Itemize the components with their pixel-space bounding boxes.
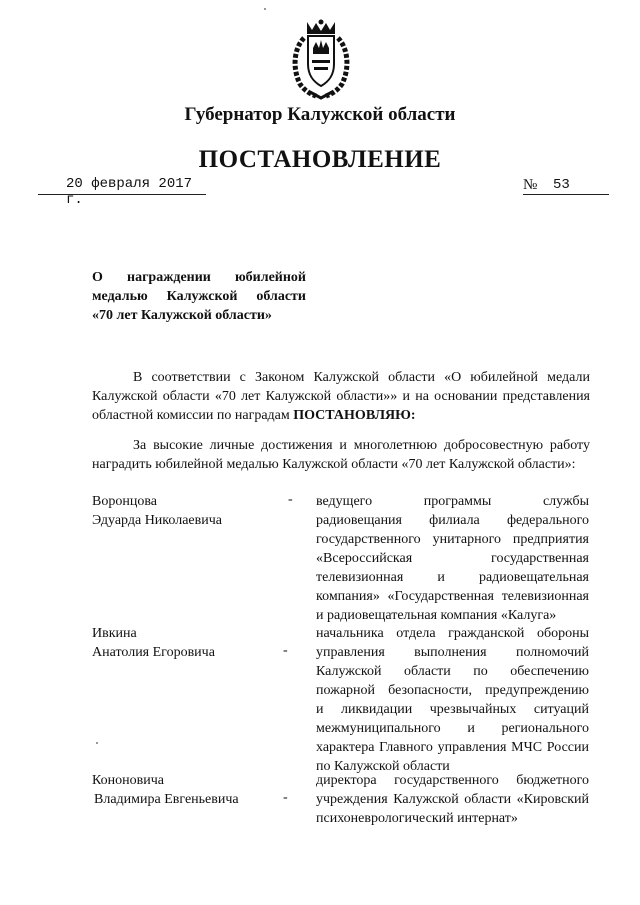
- preamble-line: В соответствии с Законом Калужской области «О юбилейной медали: [133, 370, 590, 385]
- scan-speck: [264, 8, 266, 10]
- awardee-surname: Воронцова: [92, 494, 157, 509]
- position-line: государственного унитарного предприятия: [316, 532, 589, 547]
- award-intro-line: наградить юбилейной медалью Калужской области «70 лет Калужской области»:: [92, 457, 576, 472]
- position-line: учреждения Калужской области «Кировский: [316, 792, 589, 807]
- awardee-surname: Ивкина: [92, 626, 137, 641]
- awardee-surname: Кононовича: [92, 773, 164, 788]
- number-sign: №: [523, 177, 538, 193]
- document-subject: [92, 268, 306, 325]
- awardee-given-names: Эдуарда Николаевича: [92, 513, 222, 528]
- document-number: 53: [553, 177, 570, 193]
- position-line: и ликвидации чрезвычайных ситуаций: [316, 702, 589, 717]
- separator-dash: -: [283, 790, 288, 805]
- preamble-line: Калужской области «70 лет Калужской области»» и на основании представления: [92, 389, 590, 404]
- position-line: радиовещания филиала федерального: [316, 513, 589, 528]
- position-line: по Калужской области: [316, 759, 450, 774]
- awardee-position: [316, 624, 589, 776]
- separator-dash: -: [288, 492, 293, 507]
- award-intro-paragraph: [92, 436, 590, 474]
- resolve-word: ПОСТАНОВЛЯЮ:: [293, 408, 416, 423]
- awardee-name: [92, 492, 222, 530]
- preamble-paragraph: [92, 368, 590, 425]
- coat-of-arms-emblem: [290, 18, 352, 100]
- position-line: начальника отдела гражданской обороны: [316, 626, 589, 641]
- position-line: директора государственного бюджетного: [316, 773, 589, 788]
- awardee-given-names: Владимира Евгеньевича: [94, 792, 239, 807]
- award-intro-line: За высокие личные достижения и многолетнюю добросовестную работу: [133, 438, 590, 453]
- position-line: межмуниципального и регионального: [316, 721, 589, 736]
- awardee-position: [316, 492, 589, 625]
- number-field: [523, 178, 609, 195]
- awardee-name: [92, 771, 239, 809]
- position-line: характера Главного управления МЧС России: [316, 740, 589, 755]
- position-line: управления выполнения полномочий: [316, 645, 589, 660]
- position-line: психоневрологический интернат»: [316, 811, 518, 826]
- position-line: «Всероссийская государственная: [316, 551, 589, 566]
- awardee-position: [316, 771, 589, 828]
- position-line: компания» «Государственная телевизионная: [316, 589, 589, 604]
- subject-line: «70 лет Калужской области»: [92, 308, 272, 323]
- preamble-line: областной комиссии по наградам: [92, 408, 290, 423]
- position-line: телевизионная и радиовещательная: [316, 570, 589, 585]
- scan-speck: [96, 742, 98, 744]
- subject-line: медалью Калужской области: [92, 289, 306, 304]
- issuer-title: Губернатор Калужской области: [184, 104, 456, 125]
- date-field: [38, 176, 206, 208]
- separator-dash: -: [283, 643, 288, 658]
- position-line: пожарной безопасности, предупреждению: [316, 683, 589, 698]
- position-line: ведущего программы службы: [316, 494, 589, 509]
- position-line: и радиовещательная компания «Калуга»: [316, 608, 557, 623]
- awardee-name: [92, 624, 215, 662]
- document-date: 20 февраля 2017 г.: [66, 176, 193, 208]
- subject-line: О награждении юбилейной: [92, 270, 306, 285]
- awardee-given-names: Анатолия Егоровича: [92, 645, 215, 660]
- position-line: Калужской области по обеспечению: [316, 664, 589, 679]
- document-type-title: ПОСТАНОВЛЕНИЕ: [198, 146, 442, 173]
